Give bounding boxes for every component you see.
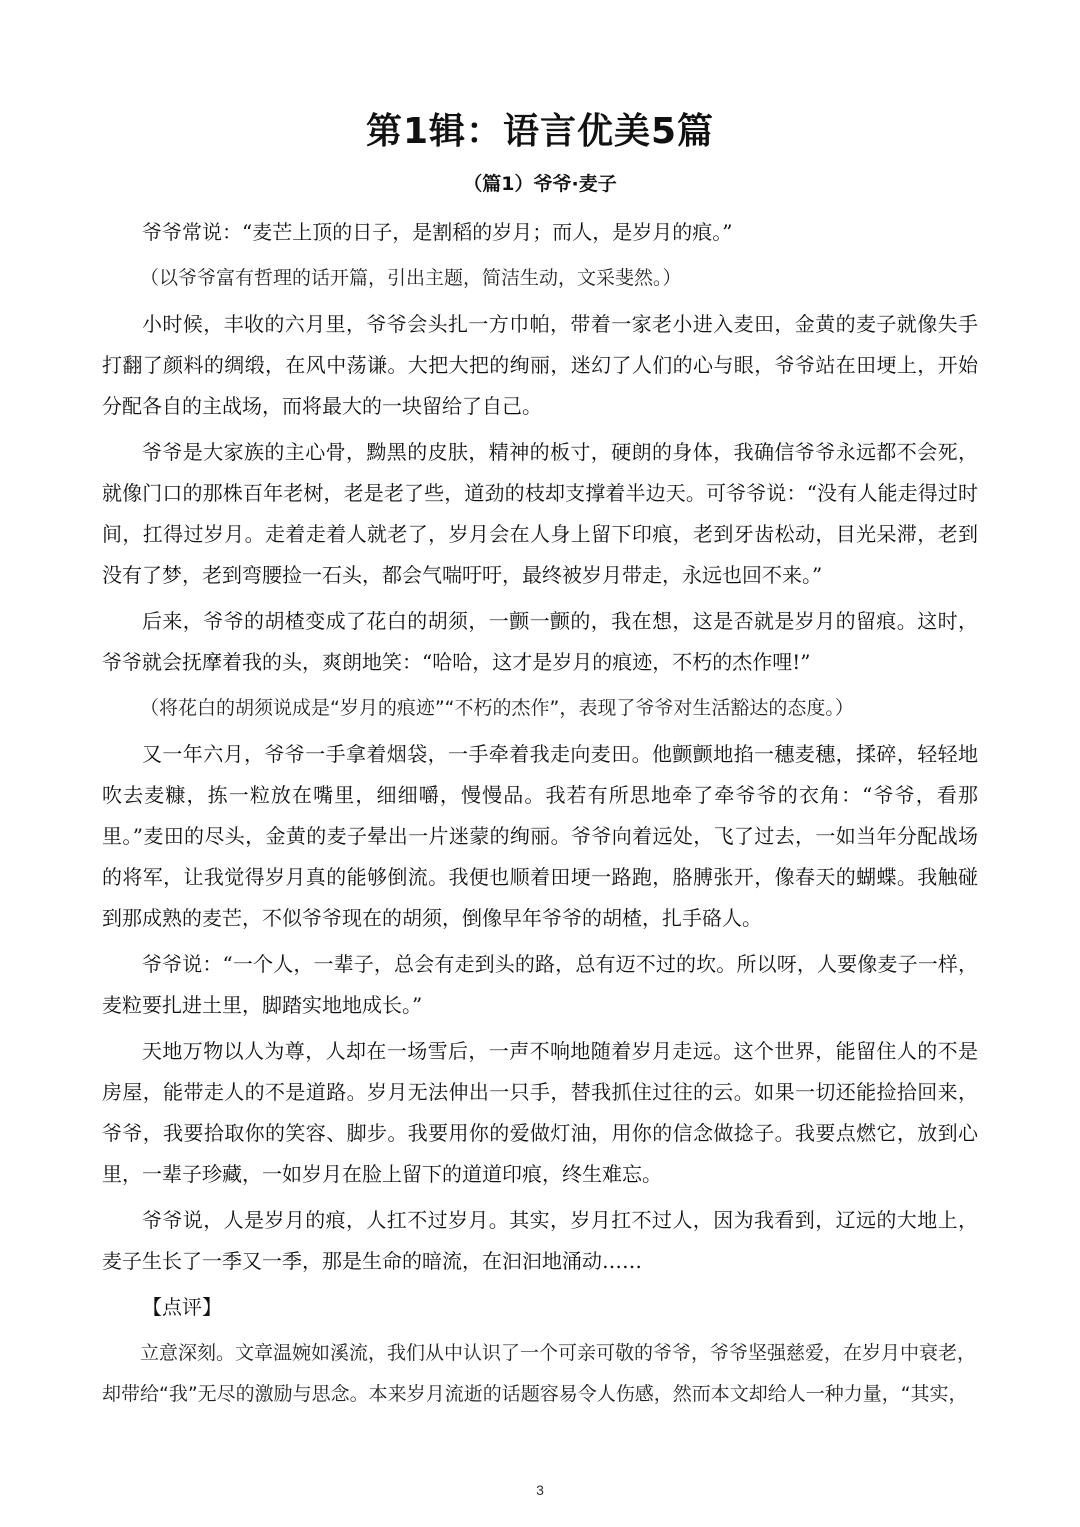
article-subtitle: （篇1）爷爷·麦子 (463, 173, 617, 195)
paragraph-2: 小时候，丰收的六月里，爷爷会头扎一方巾帕，带着一家老小进入麦田，金黄的麦子就像失手打翻了颜料的绸缎，在风中荡谦。大把大把的绚丽，迷幻了人们的心与眼，爷爷站在田埂上，开始分配各自的主战场，而将最大的一块留给了自己。 (102, 312, 978, 418)
paragraph-7: 天地万物以人为尊，人却在一场雪后，一声不响地随着岁月走远。这个世界，能留住人的不是房屋，能带走人的不是道路。岁月无法伸出一只手，替我抓住过往的云。如果一切还能捡拾回来，爷爷，我要拾取你的笑容、脚步。我要用你的爱做灯油，用你的信念做捻子。我要点燃它，放到心里，一辈子珍藏，一如岁月在脸上留下的道道印痕，终生难忘。 (102, 1039, 978, 1186)
paragraph-3: 爷爷是大家族的主心骨，黝黑的皮肤，精神的板寸，硬朗的身体，我确信爷爷永远都不会死，就像门口的那株百年老树，老是老了些，道劲的枝却支撑着半边天。可爷爷说：“没有人能走得过时间，扛得过岁月。走着走着人就老了，岁月会在人身上留下印痕，老到牙齿松动，目光呆滞，老到没有了梦，老到弯腰捡一石头，都会气喘吁吁，最终被岁月带走，永远也回不来。” (102, 440, 978, 587)
annotation-1: （以爷爷富有哲理的话开篇，引出主题，简洁生动，文采斐然。） (140, 267, 682, 289)
paragraph-4: 后来，爷爷的胡楂变成了花白的胡须，一颤一颤的，我在想，这是否就是岁月的留痕。这时，爷爷就会抚摩着我的头，爽朗地笑：“哈哈，这才是岁月的痕迹，不朽的杰作哩!” (102, 609, 978, 674)
paragraph-5: 又一年六月，爷爷一手拿着烟袋，一手牵着我走向麦田。他颤颤地掐一穗麦穗，揉碎，轻轻地吹去麦糠，拣一粒放在嘴里，细细嚼，慢慢品。我若有所思地牵了牵爷爷的衣角：“爷爷，看那里。”麦田的尽头，金黄的麦子晕出一片迷蒙的绚丽。爷爷向着远处，飞了过去，一如当年分配战场的将军，让我觉得岁月真的能够倒流。我便也顺着田埂一路跑，胳膊张开，像春天的蝴蝶。我触碰到那成熟的麦芒，不似爷爷现在的胡须，倒像早年爷爷的胡楂，扎手硌人。 (102, 742, 978, 930)
comment-text: 立意深刻。文章温婉如溪流，我们从中认识了一个可亲可敬的爷爷，爷爷坚强慈爱，在岁月中衰老，却带给“我”无尽的激励与思念。本来岁月流逝的话题容易令人伤感，然而本文却给人一种力量，“其实， (102, 1342, 977, 1405)
page-title: 第1辑：语言优美5篇 (365, 111, 715, 152)
annotation-2: （将花白的胡须说成是“岁月的痕迹”“不朽的杰作”，表现了爷爷对生活豁达的态度。） (140, 697, 854, 719)
page-number: 3 (536, 1482, 544, 1498)
paragraph-6: 爷爷说：“一个人，一辈子，总会有走到头的路，总有迈不过的坎。所以呀，人要像麦子一样，麦粒要扎进土里，脚踏实地地成长。” (102, 952, 978, 1017)
paragraph-1: 爷爷常说：“麦芒上顶的日子，是割稻的岁月；而人，是岁月的痕。” (142, 220, 733, 244)
paragraph-8: 爷爷说，人是岁月的痕，人扛不过岁月。其实，岁月扛不过人，因为我看到，辽远的大地上，麦子生长了一季又一季，那是生命的暗流，在汩汩地涌动…… (102, 1208, 978, 1273)
comment-heading: 【点评】 (142, 1295, 222, 1319)
